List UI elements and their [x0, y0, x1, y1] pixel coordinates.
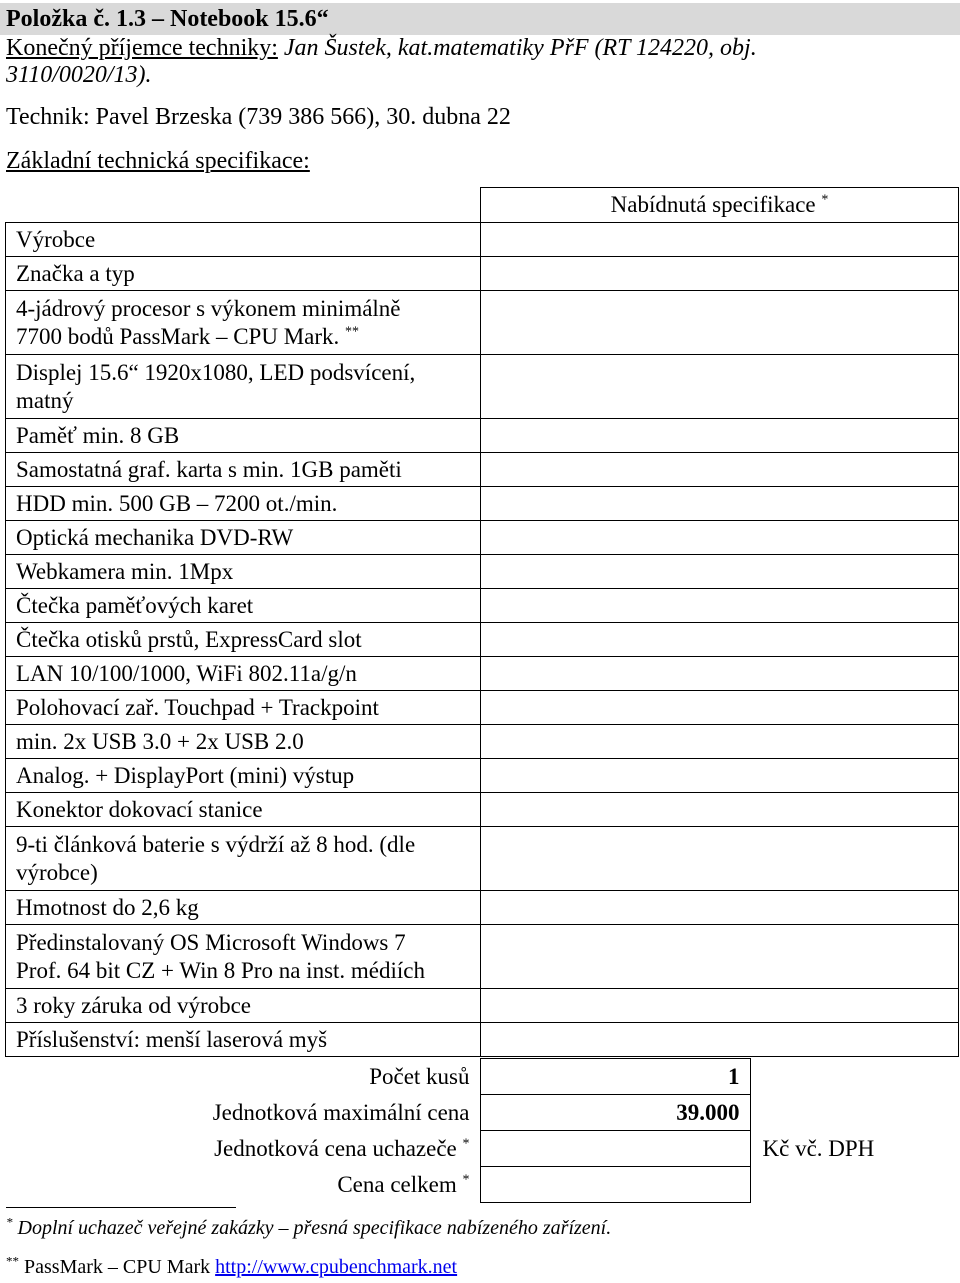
offered-spec-input[interactable]: [481, 925, 959, 989]
spec-requirement-line: min. 2x USB 3.0 + 2x USB 2.0: [16, 728, 304, 754]
offered-spec-header-label: Nabídnutá specifikace: [610, 192, 822, 217]
spec-row: [6, 657, 959, 691]
offered-spec-input[interactable]: [481, 891, 959, 925]
total-label-cell: [5, 1167, 480, 1203]
footnote-2-mark: **: [6, 1253, 19, 1269]
spec-requirement-line: Paměť min. 8 GB: [16, 422, 180, 448]
spec-requirement-line: Konektor dokovací stanice: [16, 796, 263, 822]
offered-spec-input[interactable]: [481, 657, 959, 691]
spec-requirement: [6, 793, 481, 827]
spec-requirement-line: Značka a typ: [16, 260, 135, 286]
offered-spec-input[interactable]: [481, 555, 959, 589]
technician-line: Technik: Pavel Brzeska (739 386 566), 30. dubna 22: [6, 104, 511, 130]
spec-row: [6, 453, 959, 487]
spec-requirement-line: Optická mechanika DVD-RW: [16, 524, 294, 550]
spec-requirement: [6, 419, 481, 453]
page-title: Položka č. 1.3 – Notebook 15.6“: [6, 6, 329, 32]
max-price-value[interactable]: 39.000: [480, 1095, 750, 1131]
spec-requirement: [6, 891, 481, 925]
count-value[interactable]: 1: [480, 1059, 750, 1095]
spec-row: [6, 223, 959, 257]
offered-spec-input[interactable]: [481, 223, 959, 257]
spec-requirement: [6, 223, 481, 257]
spec-row: [6, 555, 959, 589]
spec-requirement: [6, 989, 481, 1023]
spec-requirement-line: Čtečka paměťových karet: [16, 592, 254, 618]
offered-spec-input[interactable]: [481, 725, 959, 759]
offered-spec-input[interactable]: [481, 487, 959, 521]
spec-requirement: [6, 589, 481, 623]
bidder-price-row: [5, 1131, 950, 1167]
total-label: Cena celkem: [337, 1171, 463, 1197]
spec-row: [6, 925, 959, 989]
spec-row: [6, 355, 959, 419]
spec-requirement: [6, 759, 481, 793]
currency-note: Kč vč. DPH: [762, 1135, 875, 1161]
spec-requirement-line: 9-ti článková baterie s výdrží až 8 hod. (dle: [16, 831, 416, 857]
offered-spec-header: [481, 188, 959, 223]
bidder-price-label-cell: [5, 1131, 480, 1167]
offered-spec-input[interactable]: [481, 759, 959, 793]
offered-spec-input[interactable]: [481, 623, 959, 657]
footnote-1-mark: *: [6, 1214, 13, 1230]
offered-spec-input[interactable]: [481, 257, 959, 291]
spec-requirement-line: Čtečka otisků prstů, ExpressCard slot: [16, 626, 362, 652]
spec-requirement: [6, 827, 481, 891]
spec-requirement: [6, 257, 481, 291]
count-row: [5, 1059, 950, 1095]
footnote-1: [6, 1215, 611, 1241]
offered-spec-input[interactable]: [481, 453, 959, 487]
spec-requirement: [6, 555, 481, 589]
spec-requirement-line: matný: [16, 387, 74, 413]
spec-row: [6, 623, 959, 657]
spec-row: [6, 759, 959, 793]
offered-spec-input[interactable]: [481, 419, 959, 453]
spec-requirement: [6, 725, 481, 759]
recipient-line: [6, 34, 757, 62]
spec-requirement: [6, 1023, 481, 1057]
spec-requirement: [6, 291, 481, 355]
spec-requirement-line: Příslušenství: menší laserová myš: [16, 1026, 328, 1052]
spec-requirement: [6, 521, 481, 555]
spec-requirement-line: LAN 10/100/1000, WiFi 802.11a/g/n: [16, 660, 357, 686]
cpubenchmark-link[interactable]: http://www.cpubenchmark.net: [215, 1256, 458, 1278]
offered-spec-input[interactable]: [481, 291, 959, 355]
max-price-row: [5, 1095, 950, 1131]
spec-row: [6, 589, 959, 623]
spec-requirement: [6, 657, 481, 691]
recipient-label: Konečný příjemce techniky:: [6, 35, 278, 61]
spec-requirement-line: Prof. 64 bit CZ + Win 8 Pro na inst. médiích: [16, 957, 425, 983]
offered-spec-input[interactable]: [481, 989, 959, 1023]
spec-row: [6, 419, 959, 453]
spec-requirement-line: 3 roky záruka od výrobce: [16, 992, 252, 1018]
spec-row: [6, 891, 959, 925]
footnote-separator: [6, 1207, 236, 1208]
bidder-price-label: Jednotková cena uchazeče: [214, 1135, 463, 1161]
spec-requirement-line: Analog. + DisplayPort (mini) výstup: [16, 762, 355, 788]
spec-requirement-line: HDD min. 500 GB – 7200 ot./min.: [16, 490, 338, 516]
spec-requirement-line: Hmotnost do 2,6 kg: [16, 894, 199, 920]
spec-row: [6, 257, 959, 291]
spec-table-header-row: [6, 188, 959, 223]
total-price-input[interactable]: [480, 1167, 750, 1203]
max-price-label: Jednotková maximální cena: [212, 1099, 470, 1125]
bidder-price-input[interactable]: [480, 1131, 750, 1167]
offered-spec-input[interactable]: [481, 589, 959, 623]
recipient-value: Jan Šustek, kat.matematiky PřF (RT 124220, obj.: [277, 35, 757, 61]
spec-row: [6, 1023, 959, 1057]
spec-requirement-line: Displej 15.6“ 1920x1080, LED podsvícení,: [16, 359, 416, 385]
spec-requirement-line: Předinstalovaný OS Microsoft Windows 7: [16, 929, 406, 955]
spec-row: [6, 725, 959, 759]
recipient-value-continued: 3110/0020/13).: [6, 62, 152, 88]
spec-requirement: [6, 623, 481, 657]
spec-requirement: [6, 691, 481, 725]
spec-requirement-line-wrap: [16, 323, 480, 351]
spec-header-empty: [6, 188, 481, 223]
spec-table: [5, 187, 959, 1057]
spec-requirement: [6, 487, 481, 521]
footnote-1-text: Doplní uchazeč veřejné zakázky – přesná specifikace nabízeného zařízení.: [12, 1217, 612, 1239]
total-footnote-mark: *: [462, 1171, 470, 1187]
offered-spec-input[interactable]: [481, 1023, 959, 1057]
spec-requirement-line: 4-jádrový procesor s výkonem minimálně: [16, 295, 401, 321]
footnote-2: [6, 1254, 457, 1280]
spec-requirement-line: Samostatná graf. karta s min. 1GB paměti: [16, 456, 402, 482]
spec-row: [6, 793, 959, 827]
total-row: [5, 1167, 950, 1203]
spec-requirement-line: 7700 bodů PassMark – CPU Mark.: [16, 323, 346, 349]
spec-heading: Základní technická specifikace:: [6, 148, 310, 174]
spec-requirement-line: Výrobce: [16, 226, 96, 252]
spec-row: [6, 989, 959, 1023]
offered-spec-footnote-mark: *: [821, 192, 829, 208]
spec-row: [6, 691, 959, 725]
spec-requirement: [6, 355, 481, 419]
spec-footnote-mark: **: [345, 323, 360, 339]
spec-row: [6, 487, 959, 521]
spec-requirement-line: výrobce): [16, 859, 98, 885]
offered-spec-input[interactable]: [481, 827, 959, 891]
spec-requirement-line: Webkamera min. 1Mpx: [16, 558, 234, 584]
spec-row: [6, 521, 959, 555]
bidder-price-footnote-mark: *: [462, 1135, 470, 1151]
spec-requirement-line: Polohovací zař. Touchpad + Trackpoint: [16, 694, 379, 720]
offered-spec-input[interactable]: [481, 691, 959, 725]
offered-spec-input[interactable]: [481, 793, 959, 827]
price-table: [5, 1058, 950, 1203]
spec-requirement: [6, 453, 481, 487]
footnote-2-text: PassMark – CPU Mark: [19, 1256, 216, 1278]
spec-row: [6, 827, 959, 891]
count-label: Počet kusů: [369, 1063, 470, 1089]
spec-requirement: [6, 925, 481, 989]
offered-spec-input[interactable]: [481, 521, 959, 555]
offered-spec-input[interactable]: [481, 355, 959, 419]
spec-row: [6, 291, 959, 355]
